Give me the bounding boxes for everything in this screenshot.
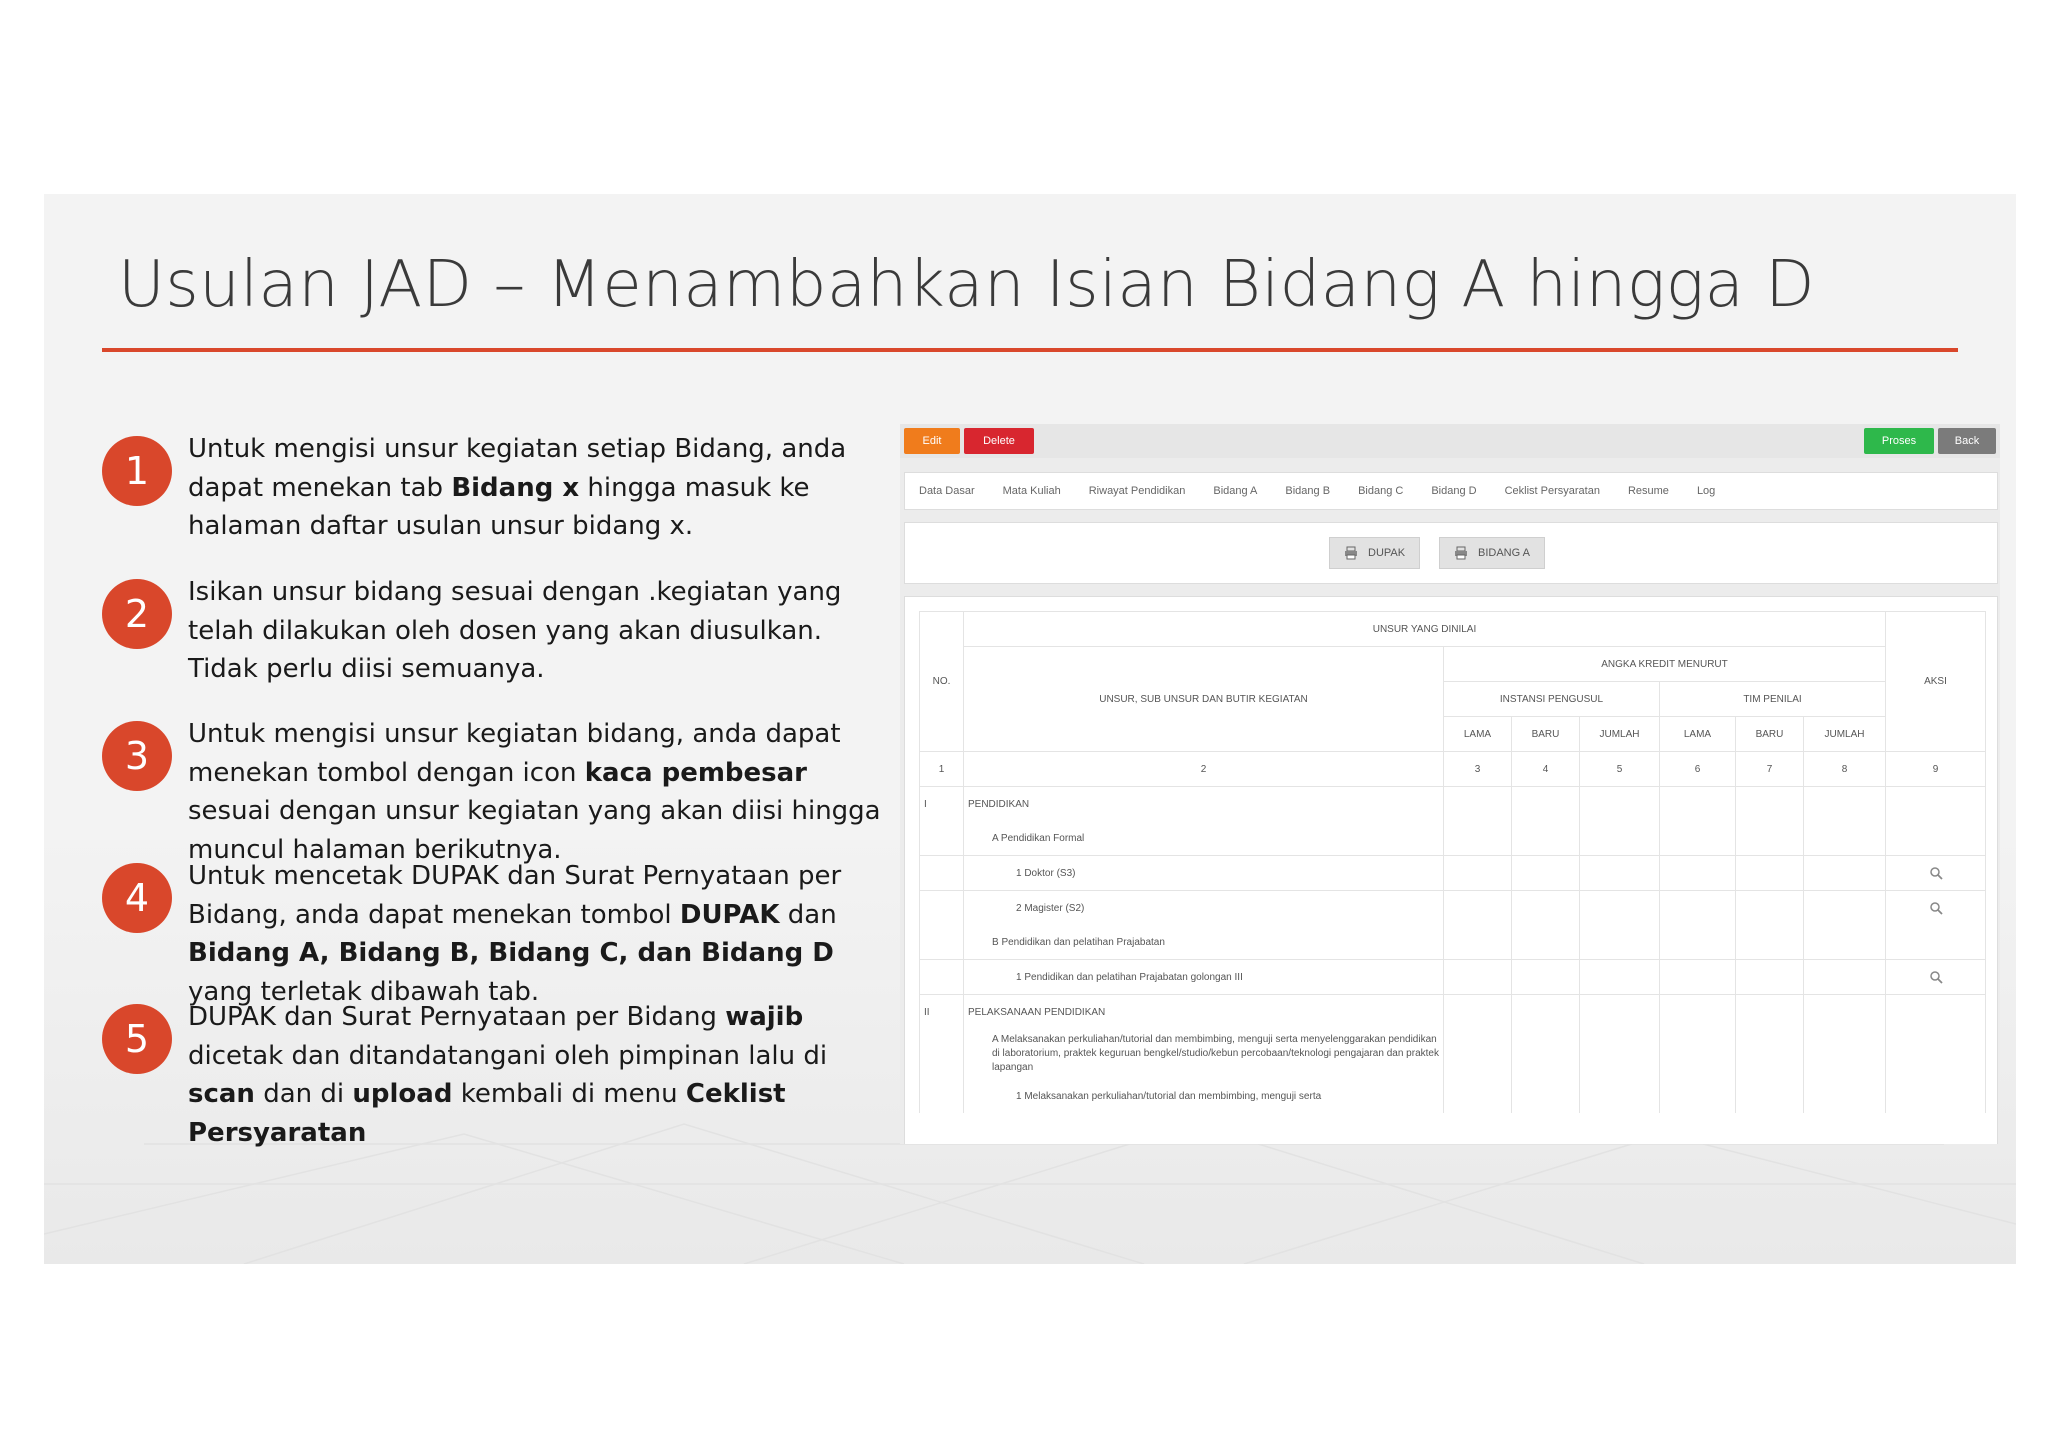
row-no — [920, 1079, 964, 1113]
print-bidang-button[interactable] — [1439, 537, 1545, 569]
step-text-bold: DUPAK — [679, 899, 780, 930]
row-unsur: 2 Magister (S2) — [964, 891, 1444, 926]
col-number: 6 — [1660, 752, 1736, 787]
bidang-table-panel — [904, 596, 1998, 1144]
row-unsur: A Pendidikan Formal — [964, 821, 1444, 856]
row-unsur: 1 Doktor (S3) — [964, 856, 1444, 891]
print-dupak-label: DUPAK — [1368, 547, 1406, 559]
printer-icon — [1344, 546, 1358, 560]
row-value-cell — [1444, 995, 1512, 1030]
row-value-cell — [1660, 787, 1736, 822]
header-instansi: INSTANSI PENGUSUL — [1444, 682, 1660, 717]
row-value-cell — [1512, 995, 1580, 1030]
table-row — [920, 856, 1986, 891]
magnifier-icon[interactable] — [1929, 970, 1943, 984]
row-value-cell — [1804, 925, 1886, 960]
row-no — [920, 960, 964, 995]
header-jumlah: JUMLAH — [1804, 717, 1886, 752]
tab-ceklist-persyaratan[interactable]: Ceklist Persyaratan — [1504, 485, 1600, 497]
row-value-cell — [1804, 821, 1886, 856]
step-number-badge: 3 — [102, 721, 172, 791]
header-angka-kredit: ANGKA KREDIT MENURUT — [1444, 647, 1886, 682]
step-text-bold: Bidang x — [451, 472, 580, 503]
tab-bidang-b[interactable]: Bidang B — [1285, 485, 1331, 497]
step-text-part: dan di — [254, 1079, 353, 1109]
row-value-cell — [1580, 925, 1660, 960]
step-text-bold: Bidang A, Bidang B, Bidang C, dan Bidang D — [188, 938, 834, 968]
row-unsur: B Pendidikan dan pelatihan Prajabatan — [964, 925, 1444, 960]
tab-resume[interactable]: Resume — [1627, 485, 1669, 497]
row-value-cell — [1444, 960, 1512, 995]
row-value-cell — [1444, 856, 1512, 891]
tab-mata-kuliah[interactable]: Mata Kuliah — [1002, 485, 1061, 497]
row-aksi — [1886, 1029, 1986, 1079]
row-value-cell — [1512, 960, 1580, 995]
step-number-badge: 5 — [102, 1004, 172, 1074]
table-row — [920, 1029, 1986, 1079]
row-no — [920, 856, 964, 891]
row-value-cell — [1580, 787, 1660, 822]
slide — [44, 194, 2016, 1264]
row-value-cell — [1804, 787, 1886, 822]
step-text-bold: wajib — [725, 1002, 804, 1032]
row-aksi — [1886, 787, 1986, 822]
row-aksi — [1886, 821, 1986, 856]
col-number: 3 — [1444, 752, 1512, 787]
back-button[interactable]: Back — [1938, 428, 1996, 454]
row-value-cell — [1512, 787, 1580, 822]
header-lama: LAMA — [1660, 717, 1736, 752]
col-number: 9 — [1886, 752, 1986, 787]
app-toolbar — [900, 424, 2000, 458]
row-value-cell — [1444, 821, 1512, 856]
col-number: 5 — [1580, 752, 1660, 787]
row-value-cell — [1804, 1029, 1886, 1079]
row-value-cell — [1660, 1079, 1736, 1113]
row-value-cell — [1512, 821, 1580, 856]
row-value-cell — [1580, 960, 1660, 995]
row-value-cell — [1512, 856, 1580, 891]
table-row — [920, 1079, 1986, 1113]
row-aksi — [1886, 856, 1986, 891]
row-value-cell — [1580, 821, 1660, 856]
print-dupak-button[interactable] — [1329, 537, 1420, 569]
row-value-cell — [1736, 995, 1804, 1030]
row-value-cell — [1580, 1029, 1660, 1079]
row-value-cell — [1444, 925, 1512, 960]
row-value-cell — [1580, 995, 1660, 1030]
slide-title: Usulan JAD – Menambahkan Isian Bidang A hingga D — [118, 248, 1815, 322]
row-value-cell — [1804, 995, 1886, 1030]
step-text-part: Untuk mengisi unsur kegiatan setiap Bidang, anda dapat menekan tab — [188, 434, 847, 503]
step-number-badge: 2 — [102, 579, 172, 649]
row-value-cell — [1512, 1029, 1580, 1079]
row-value-cell — [1804, 856, 1886, 891]
step-text-bold: scan — [188, 1079, 255, 1109]
step-text-part: DUPAK dan Surat Pernyataan per Bidang — [188, 1002, 726, 1032]
row-no: II — [920, 995, 964, 1030]
row-no — [920, 925, 964, 960]
header-jumlah: JUMLAH — [1580, 717, 1660, 752]
tab-bidang-d[interactable]: Bidang D — [1431, 485, 1477, 497]
print-bidang-label: BIDANG A — [1478, 547, 1530, 559]
tab-data-dasar[interactable]: Data Dasar — [919, 485, 975, 497]
step-text-part: dan — [779, 899, 837, 930]
row-value-cell — [1736, 1079, 1804, 1113]
row-unsur: A Melaksanakan perkuliahan/tutorial dan membimbing, menguji serta menyelenggarakan pendidikan di laboratorium, praktek keguruan bengkel/studio/kebun percobaan/teknologi pengajaran dan praktek lapangan — [964, 1029, 1444, 1079]
row-value-cell — [1804, 1079, 1886, 1113]
step-text-part: sesuai dengan unsur kegiatan yang akan diisi hingga muncul halaman berikutnya. — [188, 796, 881, 865]
header-no: NO. — [920, 612, 964, 752]
step-text-part: dicetak dan ditandatangani oleh pimpinan lalu di — [188, 1040, 828, 1071]
row-value-cell — [1580, 1079, 1660, 1113]
col-number: 1 — [920, 752, 964, 787]
row-value-cell — [1512, 925, 1580, 960]
step-text-part: Untuk mengisi unsur kegiatan bidang, anda dapat menekan tombol dengan icon — [188, 719, 841, 788]
step-text-part: yang terletak dibawah tab. — [188, 976, 540, 1007]
header-unsur: UNSUR, SUB UNSUR DAN BUTIR KEGIATAN — [964, 647, 1444, 752]
printer-icon — [1454, 546, 1468, 560]
step-text-part: Untuk mencetak DUPAK dan Surat Pernyataan per Bidang, anda dapat menekan tombol — [188, 861, 842, 930]
step-text — [188, 998, 888, 1152]
step-text-bold: upload — [352, 1079, 453, 1109]
row-no — [920, 821, 964, 856]
row-value-cell — [1736, 787, 1804, 822]
row-value-cell — [1660, 960, 1736, 995]
row-value-cell — [1580, 891, 1660, 926]
table-row — [920, 925, 1986, 960]
table-row — [920, 891, 1986, 926]
table-row — [920, 995, 1986, 1030]
row-unsur: PELAKSANAAN PENDIDIKAN — [964, 995, 1444, 1030]
step-text — [188, 857, 888, 1011]
row-value-cell — [1580, 856, 1660, 891]
row-value-cell — [1444, 787, 1512, 822]
title-divider — [102, 348, 1958, 352]
bidang-table — [919, 611, 1986, 1113]
col-number: 2 — [964, 752, 1444, 787]
step-number-badge: 4 — [102, 863, 172, 933]
row-no — [920, 891, 964, 926]
step-text-part: hingga masuk ke halaman daftar usulan unsur bidang x. — [188, 472, 810, 541]
step-text — [188, 573, 888, 689]
row-value-cell — [1736, 821, 1804, 856]
col-number: 7 — [1736, 752, 1804, 787]
magnifier-icon[interactable] — [1929, 866, 1943, 880]
tab-log[interactable]: Log — [1696, 485, 1716, 497]
table-row — [920, 960, 1986, 995]
row-value-cell — [1660, 856, 1736, 891]
delete-button[interactable]: Delete — [964, 428, 1034, 454]
step-text-part: Isikan unsur bidang sesuai dengan .kegiatan yang telah dilakukan oleh dosen yang akan diusulkan. Tidak perlu diisi semuanya. — [188, 577, 842, 684]
row-aksi — [1886, 995, 1986, 1030]
row-value-cell — [1736, 925, 1804, 960]
col-number: 4 — [1512, 752, 1580, 787]
row-value-cell — [1444, 891, 1512, 926]
row-aksi — [1886, 925, 1986, 960]
row-value-cell — [1660, 1029, 1736, 1079]
row-value-cell — [1660, 821, 1736, 856]
row-no — [920, 1029, 964, 1079]
row-value-cell — [1804, 960, 1886, 995]
tab-bidang-a[interactable]: Bidang A — [1213, 485, 1258, 497]
table-body — [920, 787, 1986, 1114]
row-no: I — [920, 787, 964, 822]
row-value-cell — [1736, 891, 1804, 926]
header-baru: BARU — [1736, 717, 1804, 752]
tab-bar — [904, 472, 1998, 510]
row-value-cell — [1512, 891, 1580, 926]
step-number-badge: 1 — [102, 436, 172, 506]
col-number: 8 — [1804, 752, 1886, 787]
row-value-cell — [1736, 960, 1804, 995]
header-lama: LAMA — [1444, 717, 1512, 752]
row-value-cell — [1736, 1029, 1804, 1079]
magnifier-icon[interactable] — [1929, 901, 1943, 915]
row-aksi — [1886, 960, 1986, 995]
table-row — [920, 821, 1986, 856]
app-screenshot — [900, 424, 2000, 1144]
step-text-part: kembali di menu — [452, 1079, 686, 1109]
edit-button[interactable]: Edit — [904, 428, 960, 454]
header-baru: BARU — [1512, 717, 1580, 752]
tab-bidang-c[interactable]: Bidang C — [1358, 485, 1404, 497]
row-unsur: PENDIDIKAN — [964, 787, 1444, 822]
print-bar — [904, 522, 1998, 584]
row-aksi — [1886, 1079, 1986, 1113]
step-text — [188, 430, 888, 546]
row-unsur: 1 Pendidikan dan pelatihan Prajabatan golongan III — [964, 960, 1444, 995]
header-tim-penilai: TIM PENILAI — [1660, 682, 1886, 717]
proses-button[interactable]: Proses — [1864, 428, 1934, 454]
table-row — [920, 787, 1986, 822]
row-value-cell — [1660, 925, 1736, 960]
header-unsur-dinilai: UNSUR YANG DINILAI — [964, 612, 1886, 647]
header-aksi: AKSI — [1886, 612, 1986, 752]
step-text-bold: kaca pembesar — [584, 757, 808, 788]
row-aksi — [1886, 891, 1986, 926]
row-value-cell — [1804, 891, 1886, 926]
row-value-cell — [1444, 1029, 1512, 1079]
tab-riwayat-pendidikan[interactable]: Riwayat Pendidikan — [1088, 485, 1186, 497]
step-text — [188, 715, 888, 869]
row-value-cell — [1736, 856, 1804, 891]
row-value-cell — [1660, 891, 1736, 926]
row-value-cell — [1512, 1079, 1580, 1113]
row-value-cell — [1444, 1079, 1512, 1113]
step-text-bold: Ceklist Persyaratan — [188, 1079, 786, 1148]
row-unsur: 1 Melaksanakan perkuliahan/tutorial dan membimbing, menguji serta — [964, 1079, 1444, 1113]
row-value-cell — [1660, 995, 1736, 1030]
